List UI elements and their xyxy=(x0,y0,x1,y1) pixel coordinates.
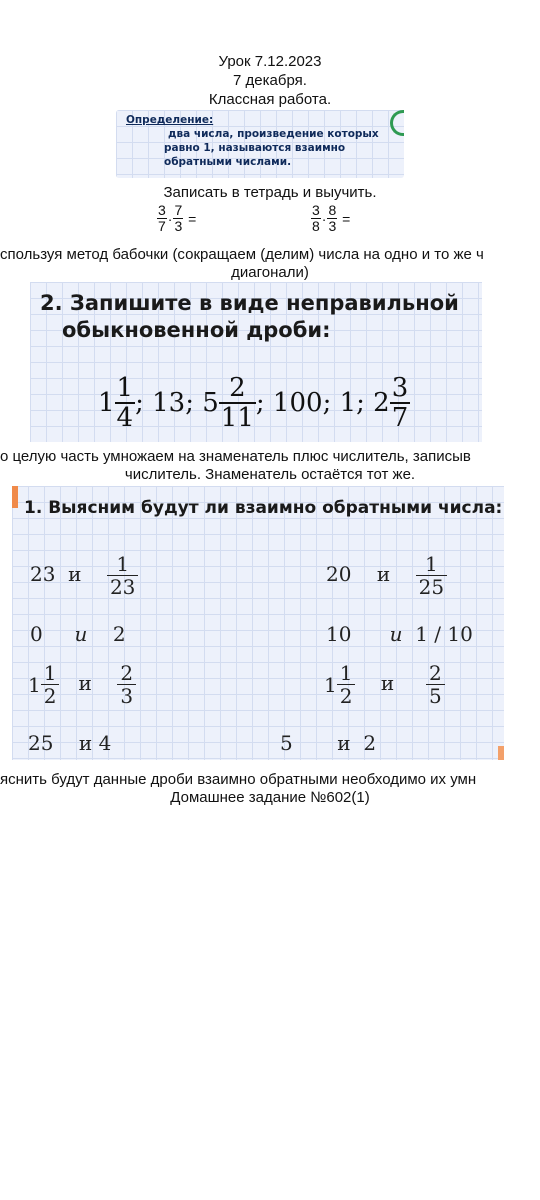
example-a: $\frac{3}{7}$ · $\frac{7}{3}$ = xyxy=(158,202,197,234)
task2-title: 2. Запишите в виде неправильной обыкновенной дроби: xyxy=(40,291,459,342)
butterfly-text: спользуя метод бабочки (сокращаем (делим) числа на одно и то же ч xyxy=(0,246,484,263)
definition-line-1: два числа, произведение которых xyxy=(168,128,379,140)
number: 100 xyxy=(272,388,323,418)
task2-numbers: 1 $\frac{1}{4}$ ; 13; 5 $\frac{2}{11}$ ; 100; 1; 2 $\frac{3}{7}$ xyxy=(98,373,409,433)
number: 13 xyxy=(152,388,186,418)
mixed-number: 5 $\frac{2}{11}$ xyxy=(202,373,254,433)
pair-row4-right: 5 и 2 xyxy=(280,731,377,755)
fraction: $\frac{3}{7}$ xyxy=(158,202,166,234)
instruction-text: Записать в тетрадь и выучить. xyxy=(163,184,377,201)
pair-row1-left: 23 и $\frac{1}{23}$ xyxy=(30,553,138,598)
pair-row2-right: 10 и 1 / 10 xyxy=(326,622,473,646)
lesson-date: 7 декабря. xyxy=(233,72,307,89)
lesson-title: Урок 7.12.2023 xyxy=(218,53,322,70)
rule-text: о целую часть умножаем на знаменатель плюс числитель, записыв xyxy=(0,448,471,465)
pair-row3-left: 1 $\frac{1}{2}$ и $\frac{2}{3}$ xyxy=(28,662,136,707)
number: 1 xyxy=(339,388,357,418)
rule-text-2: числитель. Знаменатель остаётся тот же. xyxy=(124,466,416,483)
pair-row4-left: 25 и 4 xyxy=(28,731,112,755)
classwork-label: Классная работа. xyxy=(208,91,332,108)
definition-line-2: равно 1, называются взаимно xyxy=(164,142,346,154)
fraction: $\frac{3}{8}$ xyxy=(312,202,320,234)
homework-text: Домашнее задание №602(1) xyxy=(170,789,370,806)
definition-line-3: обратными числами. xyxy=(164,156,292,168)
mixed-number: 2 $\frac{3}{7}$ xyxy=(373,373,409,433)
definition-heading: Определение: xyxy=(126,114,214,126)
example-b: $\frac{3}{8}$ · $\frac{8}{3}$ = xyxy=(312,202,351,234)
butterfly-text-2: диагонали) xyxy=(231,264,309,281)
pair-row3-right: 1 $\frac{1}{2}$ и $\frac{2}{5}$ xyxy=(324,662,445,707)
pair-row2-left: 0 и 2 xyxy=(30,622,126,646)
definition-card xyxy=(116,110,404,178)
decor-bar xyxy=(12,486,18,508)
decor-bar xyxy=(498,746,504,760)
explain-text: яснить будут данные дроби взаимно обратными необходимо их умн xyxy=(0,771,477,788)
task1-title: 1. Выясним будут ли взаимно обратными числа: xyxy=(24,498,503,518)
fraction: $\frac{8}{3}$ xyxy=(328,202,337,234)
fraction: $\frac{7}{3}$ xyxy=(174,202,183,234)
pair-row1-right: 20 и $\frac{1}{25}$ xyxy=(326,553,447,598)
mixed-number: 1 $\frac{1}{4}$ xyxy=(98,373,134,433)
